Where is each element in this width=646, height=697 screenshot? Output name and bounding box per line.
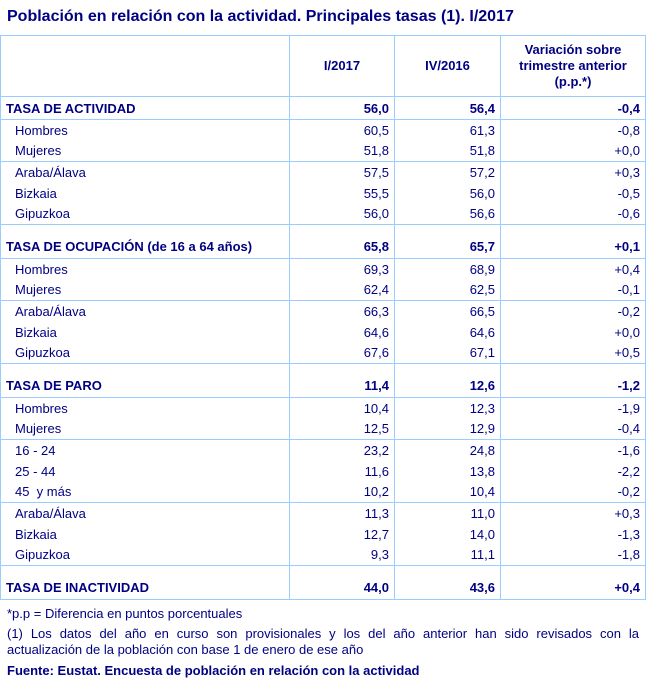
value-q4: 67,1 bbox=[395, 343, 501, 364]
value-diff: +0,0 bbox=[501, 141, 646, 162]
table-row bbox=[1, 524, 646, 545]
row-label: Hombres bbox=[15, 261, 68, 277]
value-diff: +0,0 bbox=[501, 322, 646, 343]
value-q1: 66,3 bbox=[290, 301, 395, 322]
value-q4: 10,4 bbox=[395, 482, 501, 503]
table-row bbox=[1, 503, 646, 524]
spacer-row bbox=[1, 364, 646, 375]
value-q4: 64,6 bbox=[395, 322, 501, 343]
row-label: Gipuzkoa bbox=[1, 204, 290, 225]
value-diff: -0,2 bbox=[501, 301, 646, 322]
row-label: Araba/Álava bbox=[15, 164, 86, 180]
row-label: Hombres bbox=[15, 400, 68, 416]
value-q1: 44,0 bbox=[290, 577, 395, 600]
table-row bbox=[1, 141, 646, 162]
table-row bbox=[1, 419, 646, 440]
value-q1: 10,2 bbox=[290, 482, 395, 503]
table-row bbox=[1, 162, 646, 183]
value-diff: -0,4 bbox=[501, 97, 646, 120]
value-q1: 65,8 bbox=[290, 236, 395, 259]
footnote-source: Fuente: Eustat. Encuesta de población en relación con la actividad bbox=[7, 663, 420, 678]
header-period-1: I/2017 bbox=[290, 36, 395, 97]
value-diff: -0,5 bbox=[501, 183, 646, 204]
value-q4: 11,0 bbox=[395, 503, 501, 524]
table-row bbox=[1, 461, 646, 482]
header-variation: Variación sobre trimestre anterior (p.p.*) bbox=[501, 36, 646, 97]
header-period-2: IV/2016 bbox=[395, 36, 501, 97]
value-diff: -0,6 bbox=[501, 204, 646, 225]
value-q1: 12,5 bbox=[290, 419, 395, 440]
value-diff: -1,9 bbox=[501, 398, 646, 419]
value-q1: 11,3 bbox=[290, 503, 395, 524]
value-q4: 65,7 bbox=[395, 236, 501, 259]
section-row-inactividad bbox=[1, 577, 646, 600]
value-q1: 11,6 bbox=[290, 461, 395, 482]
spacer-row bbox=[1, 225, 646, 236]
header-label-column bbox=[1, 36, 290, 97]
footnote-provisional-note: (1) Los datos del año en curso son provisionales y los del año anterior han sido revisados con la actualización de la población con base 1 de enero de ese año bbox=[7, 626, 639, 657]
row-label: Mujeres bbox=[1, 280, 290, 301]
section-row-actividad bbox=[1, 97, 646, 120]
table-row bbox=[1, 301, 646, 322]
value-q4: 56,0 bbox=[395, 183, 501, 204]
value-q4: 56,4 bbox=[395, 97, 501, 120]
value-diff: +0,3 bbox=[501, 162, 646, 183]
value-q1: 9,3 bbox=[290, 545, 395, 566]
value-q1: 12,7 bbox=[290, 524, 395, 545]
value-q4: 57,2 bbox=[395, 162, 501, 183]
value-diff: -0,8 bbox=[501, 120, 646, 141]
value-diff: +0,5 bbox=[501, 343, 646, 364]
value-q1: 62,4 bbox=[290, 280, 395, 301]
value-diff: -1,3 bbox=[501, 524, 646, 545]
value-q4: 62,5 bbox=[395, 280, 501, 301]
table-row bbox=[1, 183, 646, 204]
row-label: Bizkaia bbox=[15, 324, 57, 340]
value-q1: 64,6 bbox=[290, 322, 395, 343]
value-diff: +0,4 bbox=[501, 259, 646, 280]
value-q4: 61,3 bbox=[395, 120, 501, 141]
row-label: TASA DE PARO bbox=[1, 375, 290, 398]
row-label: 45 y más bbox=[1, 482, 290, 503]
table-row bbox=[1, 482, 646, 503]
rates-table bbox=[0, 35, 646, 600]
section-row-paro bbox=[1, 375, 646, 398]
value-q1: 56,0 bbox=[290, 97, 395, 120]
value-q1: 60,5 bbox=[290, 120, 395, 141]
table-row bbox=[1, 259, 646, 280]
value-q4: 12,9 bbox=[395, 419, 501, 440]
value-q4: 66,5 bbox=[395, 301, 501, 322]
value-diff: -2,2 bbox=[501, 461, 646, 482]
value-q1: 23,2 bbox=[290, 440, 395, 461]
value-q1: 55,5 bbox=[290, 183, 395, 204]
table-row bbox=[1, 398, 646, 419]
footnote-pp-definition: *p.p = Diferencia en puntos porcentuales bbox=[7, 606, 243, 621]
row-label: Bizkaia bbox=[15, 185, 57, 201]
value-diff: +0,1 bbox=[501, 236, 646, 259]
row-label: Araba/Álava bbox=[15, 303, 86, 319]
value-diff: +0,3 bbox=[501, 503, 646, 524]
value-q4: 13,8 bbox=[395, 461, 501, 482]
row-label: 16 - 24 bbox=[15, 442, 56, 458]
row-label: Gipuzkoa bbox=[1, 545, 290, 566]
row-label: Araba/Álava bbox=[15, 505, 86, 521]
value-q4: 11,1 bbox=[395, 545, 501, 566]
value-diff: -0,4 bbox=[501, 419, 646, 440]
value-q4: 68,9 bbox=[395, 259, 501, 280]
value-q4: 12,6 bbox=[395, 375, 501, 398]
row-label: Hombres bbox=[15, 122, 68, 138]
row-label: Mujeres bbox=[1, 419, 290, 440]
page-title: Población en relación con la actividad. Principales tasas (1). I/2017 bbox=[7, 8, 514, 25]
page bbox=[0, 8, 646, 697]
table-row bbox=[1, 280, 646, 301]
value-q1: 10,4 bbox=[290, 398, 395, 419]
value-q4: 12,3 bbox=[395, 398, 501, 419]
value-diff: -0,2 bbox=[501, 482, 646, 503]
table-row bbox=[1, 120, 646, 141]
value-diff: +0,4 bbox=[501, 577, 646, 600]
value-diff: -1,8 bbox=[501, 545, 646, 566]
row-label: Bizkaia bbox=[15, 526, 57, 542]
value-q4: 43,6 bbox=[395, 577, 501, 600]
value-q1: 51,8 bbox=[290, 141, 395, 162]
row-label: TASA DE INACTIVIDAD bbox=[6, 580, 149, 596]
table-row bbox=[1, 322, 646, 343]
table-row bbox=[1, 343, 646, 364]
row-label: Gipuzkoa bbox=[1, 343, 290, 364]
value-q4: 14,0 bbox=[395, 524, 501, 545]
footnotes bbox=[7, 606, 639, 678]
spacer-row bbox=[1, 566, 646, 577]
table-row bbox=[1, 440, 646, 461]
row-label: TASA DE OCUPACIÓN (de 16 a 64 años) bbox=[1, 236, 290, 259]
value-q4: 51,8 bbox=[395, 141, 501, 162]
section-row-ocupacion bbox=[1, 236, 646, 259]
value-diff: -1,2 bbox=[501, 375, 646, 398]
row-label: 25 - 44 bbox=[15, 463, 56, 479]
value-diff: -0,1 bbox=[501, 280, 646, 301]
value-q1: 56,0 bbox=[290, 204, 395, 225]
row-label: TASA DE ACTIVIDAD bbox=[1, 97, 290, 120]
row-label: Mujeres bbox=[1, 141, 290, 162]
value-q1: 69,3 bbox=[290, 259, 395, 280]
value-q4: 24,8 bbox=[395, 440, 501, 461]
value-diff: -1,6 bbox=[501, 440, 646, 461]
value-q1: 57,5 bbox=[290, 162, 395, 183]
table-row bbox=[1, 545, 646, 566]
table-row bbox=[1, 204, 646, 225]
table-header-row bbox=[1, 36, 646, 97]
value-q4: 56,6 bbox=[395, 204, 501, 225]
value-q1: 11,4 bbox=[290, 375, 395, 398]
value-q1: 67,6 bbox=[290, 343, 395, 364]
